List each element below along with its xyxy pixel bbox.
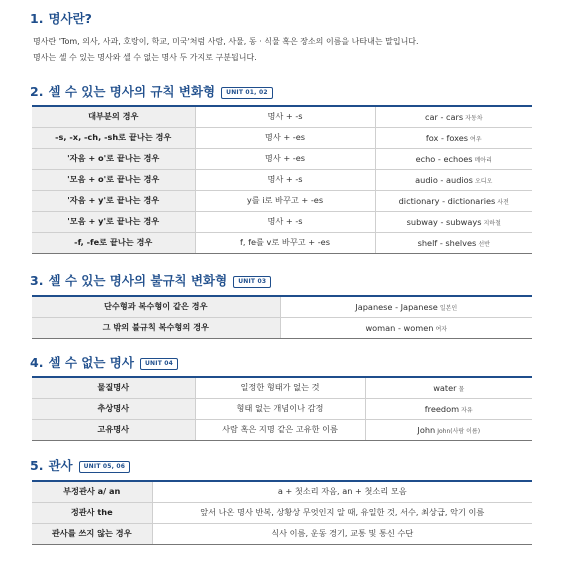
description-cell: 일정한 형태가 없는 것 — [195, 377, 365, 398]
example-meaning: 물 — [458, 385, 465, 393]
rule-cell: -s, -x, -ch, -sh로 끝나는 경우 — [32, 127, 195, 148]
section-3-number: 3. — [30, 273, 44, 288]
section-3-title — [30, 271, 271, 289]
rule-cell: -f, -fe로 끝나는 경우 — [32, 232, 195, 253]
section-3-unit-tag: UNIT 03 — [233, 276, 271, 288]
noun-kind-cell: 고유명사 — [32, 419, 195, 440]
table-row — [32, 317, 532, 338]
section-4-number: 4. — [30, 355, 44, 370]
example-words: echo - echoes — [415, 153, 473, 164]
section-4-heading: 셀 수 없는 명사 — [48, 355, 134, 370]
example-cell — [375, 232, 532, 253]
example-meaning: 메아리 — [474, 156, 492, 164]
table-row — [32, 169, 532, 190]
example-meaning: 여자 — [435, 325, 448, 333]
example-cell — [375, 190, 532, 211]
method-cell: 명사 + -s — [195, 169, 375, 190]
rule-cell: 그 밖의 불규칙 복수형의 경우 — [32, 317, 280, 338]
description-cell: 형태 없는 개념이나 감정 — [195, 398, 365, 419]
example-words: audio - audios — [415, 174, 473, 185]
rule-cell: 단수형과 복수형이 같은 경우 — [32, 296, 280, 317]
table-row — [32, 398, 532, 419]
example-meaning: 일본인 — [439, 304, 458, 312]
example-words: John — [417, 424, 436, 435]
section-5-number: 5. — [30, 458, 44, 473]
table-row — [32, 523, 532, 544]
section-4-unit-tag: UNIT 04 — [140, 358, 178, 370]
example-cell — [375, 148, 532, 169]
example-meaning: John(사람 이름) — [437, 427, 481, 435]
irregular-plural-table — [32, 295, 532, 339]
example-words: subway - subways — [406, 216, 482, 227]
section-5-title — [30, 456, 130, 474]
example-meaning: 자동차 — [465, 114, 483, 122]
example-cell — [365, 398, 532, 419]
table-row — [32, 502, 532, 523]
uncountable-noun-table — [32, 376, 532, 441]
rule-cell: '모음 + o'로 끝나는 경우 — [32, 169, 195, 190]
section-2-number: 2. — [30, 84, 44, 99]
method-cell: 명사 + -es — [195, 148, 375, 169]
example-words: shelf - shelves — [417, 237, 477, 248]
usage-cell: 앞서 나온 명사 반복, 상황상 무엇인지 알 때, 유일한 것, 서수, 최상급, 악기 이름 — [152, 502, 532, 523]
table-row — [32, 211, 532, 232]
article-table — [32, 480, 532, 545]
rule-cell: 대부분의 경우 — [32, 106, 195, 127]
example-cell — [375, 127, 532, 148]
section-1-heading: 명사란? — [48, 11, 92, 26]
section-2-title — [30, 82, 273, 100]
example-words: car - cars — [424, 111, 464, 122]
table-row — [32, 481, 532, 502]
section-1-line-1: 명사란 'Tom, 의사, 사과, 호랑이, 학교, 미국'처럼 사람, 사물, 동 · 식물 혹은 장소의 이름을 나타내는 말입니다. — [33, 37, 419, 46]
section-3-heading: 셀 수 있는 명사의 불규칙 변화형 — [48, 273, 228, 288]
example-words: dictionary - dictionaries — [398, 195, 496, 206]
example-meaning: 자유 — [461, 406, 473, 414]
usage-cell: 식사 이름, 운동 경기, 교통 및 통신 수단 — [152, 523, 532, 544]
example-words: fox - foxes — [425, 132, 469, 143]
example-cell — [365, 419, 532, 440]
example-meaning: 선반 — [478, 240, 490, 248]
article-kind-cell: 부정관사 a/ an — [32, 481, 152, 502]
noun-kind-cell: 물질명사 — [32, 377, 195, 398]
section-5-heading: 관사 — [48, 458, 73, 473]
section-1-title — [30, 9, 92, 27]
article-kind-cell: 정관사 the — [32, 502, 152, 523]
example-cell — [280, 317, 532, 338]
method-cell: 명사 + -es — [195, 127, 375, 148]
section-1-line-2: 명사는 셀 수 있는 명사와 셀 수 없는 명사 두 가지로 구분됩니다. — [33, 53, 257, 62]
section-2-unit-tag: UNIT 01, 02 — [221, 87, 273, 99]
table-row — [32, 296, 532, 317]
example-words: Japanese - Japanese — [355, 301, 438, 312]
method-cell: f, fe를 v로 바꾸고 + -es — [195, 232, 375, 253]
table-row — [32, 377, 532, 398]
rule-cell: '모음 + y'로 끝나는 경우 — [32, 211, 195, 232]
rule-cell: '자음 + y'로 끝나는 경우 — [32, 190, 195, 211]
example-meaning: 사전 — [497, 198, 509, 206]
noun-kind-cell: 추상명사 — [32, 398, 195, 419]
section-2-heading: 셀 수 있는 명사의 규칙 변화형 — [48, 84, 216, 99]
section-5-unit-tag: UNIT 05, 06 — [79, 461, 131, 473]
example-cell — [280, 296, 532, 317]
table-row — [32, 419, 532, 440]
method-cell: 명사 + -s — [195, 211, 375, 232]
usage-cell: a + 첫소리 자음, an + 첫소리 모음 — [152, 481, 532, 502]
example-cell — [375, 169, 532, 190]
example-meaning: 오디오 — [474, 177, 493, 185]
section-4-title — [30, 353, 178, 371]
regular-plural-table — [32, 105, 532, 254]
article-kind-cell: 관사를 쓰지 않는 경우 — [32, 523, 152, 544]
method-cell: y를 i로 바꾸고 + -es — [195, 190, 375, 211]
method-cell: 명사 + -s — [195, 106, 375, 127]
example-words: freedom — [424, 403, 460, 414]
example-meaning: 여우 — [470, 135, 482, 143]
table-row — [32, 127, 532, 148]
section-1-number: 1. — [30, 11, 44, 26]
example-cell — [375, 211, 532, 232]
description-cell: 사람 혹은 지명 같은 고유한 이름 — [195, 419, 365, 440]
table-row — [32, 190, 532, 211]
example-words: water — [433, 382, 457, 393]
table-row — [32, 232, 532, 253]
table-row — [32, 148, 532, 169]
example-cell — [365, 377, 532, 398]
example-cell — [375, 106, 532, 127]
rule-cell: '자음 + o'로 끝나는 경우 — [32, 148, 195, 169]
example-words: woman - women — [365, 322, 434, 333]
table-row — [32, 106, 532, 127]
example-meaning: 지하철 — [483, 219, 501, 227]
